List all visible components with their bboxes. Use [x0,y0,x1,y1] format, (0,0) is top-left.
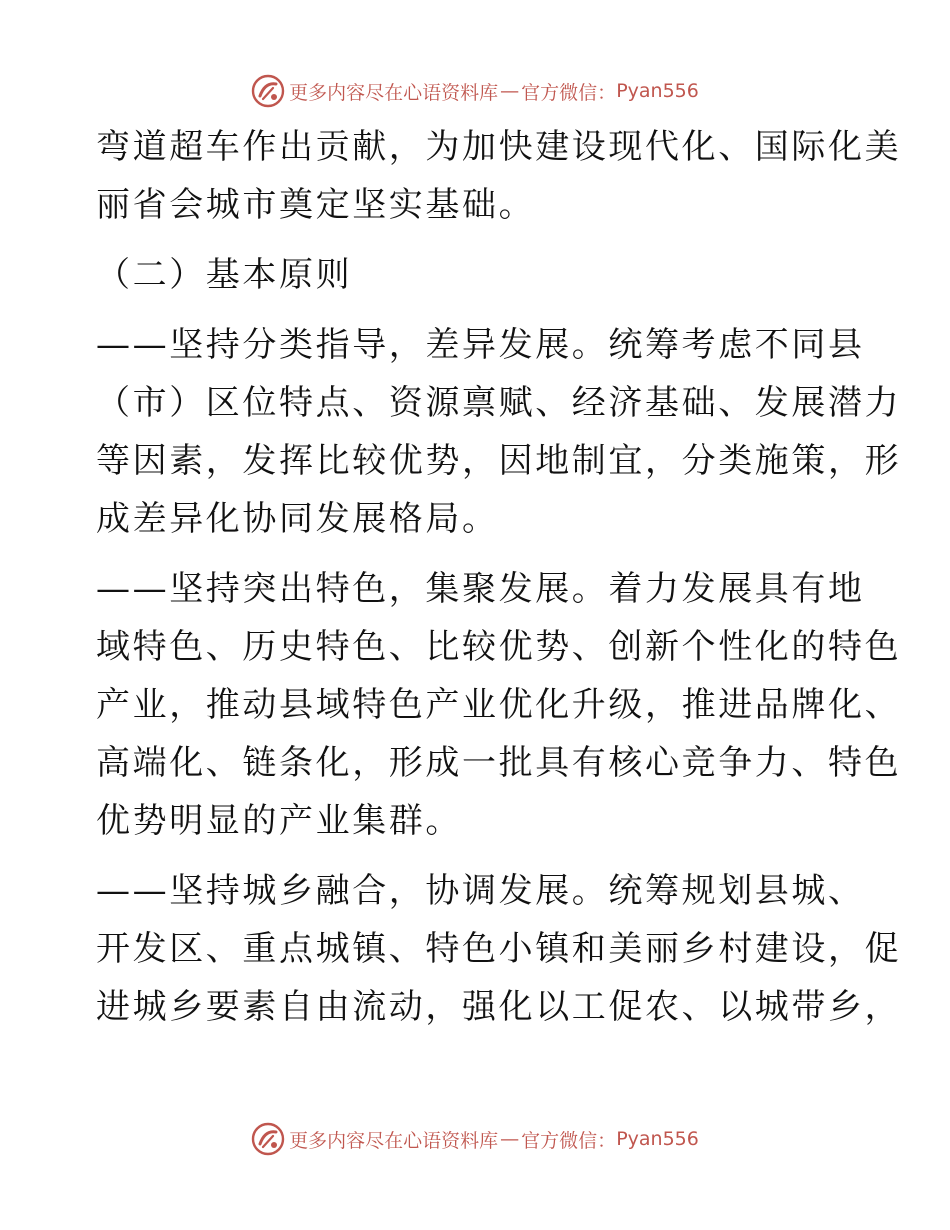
body-line: ——坚持突出特色，集聚发展。着力发展具有地 [96,569,865,609]
body-line: ——坚持城乡融合，协调发展。统筹规划县城、 [96,871,865,911]
watermark-main-text: 更多内容尽在心语资料库 [289,81,499,104]
watermark-main-text: 更多内容尽在心语资料库 [289,1129,499,1152]
watermark-tail-prefix: 官方微信： [521,81,617,104]
body-line: 成差异化协同发展格局。 [96,499,499,539]
document-body [96,118,902,1036]
body-line: 进城乡要素自由流动，强化以工促农、以城带乡， [96,987,902,1027]
body-line: 开发区、重点城镇、特色小镇和美丽乡村建设，促 [96,929,902,969]
watermark-wechat-id: Pyan556 [616,80,699,102]
body-line: 等因素，发挥比较优势，因地制宜，分类施策，形 [96,441,902,481]
body-line: ——坚持分类指导，差异发展。统筹考虑不同县 [96,325,865,365]
watermark-wechat-id: Pyan556 [616,1128,699,1150]
body-line: 高端化、链条化，形成一批具有核心竞争力、特色 [96,743,902,783]
body-line: 弯道超车作出贡献，为加快建设现代化、国际化美 [96,127,902,167]
watermark-tail-prefix: 官方微信： [521,1129,617,1152]
body-line: （市）区位特点、资源禀赋、经济基础、发展潜力 [96,383,902,423]
body-line: 丽省会城市奠定坚实基础。 [96,185,536,225]
body-line: 域特色、历史特色、比较优势、创新个性化的特色 [96,627,902,667]
seal-logo-icon [251,1122,285,1156]
header-watermark [0,71,950,111]
body-line: 产业，推动县域特色产业优化升级，推进品牌化、 [96,685,902,725]
section-heading: （二）基本原则 [96,255,353,295]
watermark-separator: — [500,80,520,102]
footer-watermark [0,1119,950,1159]
body-line: 优势明显的产业集群。 [96,801,462,841]
seal-logo-icon [251,74,285,108]
watermark-separator: — [500,1128,520,1150]
